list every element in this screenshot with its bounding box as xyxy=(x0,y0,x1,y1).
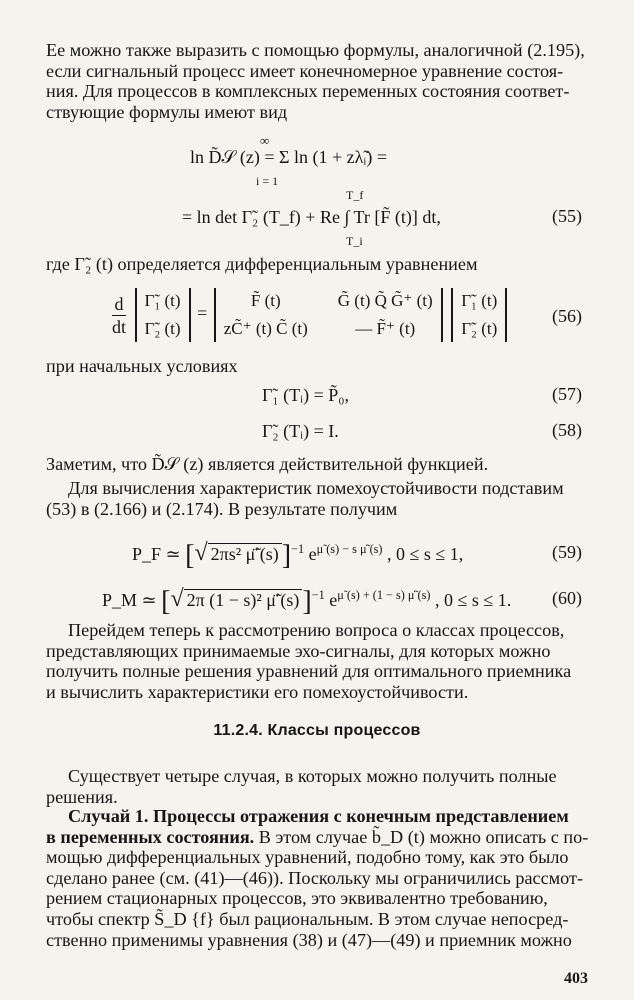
matrix-entry-11: F̃ (t) xyxy=(250,291,281,310)
equation-number-57: (57) xyxy=(552,384,582,404)
formula-59: P_F ≃ [√ 2πs² μ̈̃ (s) ]$^{-1}$ $e^{\mũ (s) - s \mu̇̃ (s)}$ , 0 ≤ s ≤ 1, xyxy=(132,539,464,571)
formula-56: $\frac{d}{dt}$ Γ̃₁ (t) Γ̃₂ (t) = F̃ (t) G̃ (t) Q̃ G̃⁺ (t) zC̃⁺ (t) C̃ (t) — F̃⁺ (t) Γ̃₁ (t) Γ̃₂ (t) xyxy=(112,288,507,342)
text-line: ствующие формулы имеют вид xyxy=(46,101,288,122)
sum-upper-limit: ∞ xyxy=(260,133,270,148)
equation-number-60: (60) xyxy=(552,588,582,608)
exponent: μ̃ (s) + (1 − s) μ̇̃ (s) xyxy=(337,588,431,602)
case-1-title-line xyxy=(46,806,594,827)
paragraph-gamma xyxy=(46,254,594,275)
text-line: ственно применимы уравнения (38) и (47)—(49) и приемник можно xyxy=(46,929,572,950)
vector-entry: Γ̃₁ (t) xyxy=(461,291,498,310)
paragraph-intro xyxy=(46,40,594,122)
paragraph-transition xyxy=(46,620,594,702)
text-line: получить полные решения уравнений для оптимального приемника xyxy=(46,661,572,682)
text-line: и вычислить характеристики его помехоустойчивости. xyxy=(46,681,469,702)
equation-number-59: (59) xyxy=(552,542,582,562)
power: −1 xyxy=(291,542,305,556)
derivative-denominator: dt xyxy=(112,316,127,337)
text-line: Для вычисления характеристик помехоустойчивости подставим xyxy=(68,478,564,498)
exp-base: e xyxy=(329,590,338,610)
text-line: при начальных условиях xyxy=(46,356,238,376)
exponent: μ̃ (s) − s μ̇̃ (s) xyxy=(316,542,383,556)
equation-number-55: (55) xyxy=(552,206,582,226)
text-fragment: В этом случае b̃_D (t) можно описать с по- xyxy=(258,826,589,847)
right-vector xyxy=(451,288,507,342)
lhs-pf: P_F ≃ xyxy=(132,544,181,564)
text-line: представляющих принимаемые эхо-сигналы, для которых можно xyxy=(46,640,551,661)
integral-lower-limit: T_i xyxy=(346,234,363,248)
paragraph-initial xyxy=(46,356,594,377)
case-1-title: Случай 1. Процессы отражения с конечным представлением xyxy=(68,806,569,826)
formula-55-line1: ln D̃𝒮 (z) = Σ ln (1 + zλ̃ᵢ) = xyxy=(190,147,387,167)
text-line: Перейдем теперь к рассмотрению вопроса о классах процессов, xyxy=(68,620,565,640)
text-line: если сигнальный процесс имеет конечномерное уравнение состоя- xyxy=(46,60,564,81)
left-vector xyxy=(135,288,191,342)
formula-57: Γ̃₁ (Tᵢ) = P̃₀, xyxy=(262,385,350,405)
text-line: где Γ̃₂ (t) определяется дифференциальным уравнением xyxy=(46,254,478,274)
text-line: Ее можно также выразить с помощью формулы, аналогичной (2.195), xyxy=(46,40,585,60)
equation-number-58: (58) xyxy=(552,420,582,440)
formula-55-line2: = ln det Γ̃₂ (T_f) + Re ∫ Tr [F̃ (t)] dt, xyxy=(182,207,441,227)
exp-base: e xyxy=(308,544,317,564)
derivative-numerator: d xyxy=(112,293,126,316)
section-heading: 11.2.4. Классы процессов xyxy=(213,722,421,739)
vector-entry: Γ̃₂ (t) xyxy=(461,319,498,338)
integral-upper-limit: T_f xyxy=(346,188,364,202)
text-line: мощью дифференциальных уравнений, подобно тому, как это было xyxy=(46,847,569,868)
paragraph-performance xyxy=(46,478,594,519)
text-line: Существует четыре случая, в которых можно получить полные xyxy=(68,766,557,786)
vector-entry: Γ̃₁ (t) xyxy=(144,291,181,310)
radicand: 2πs² μ̈̃ (s) xyxy=(208,543,282,564)
sum-lower-limit: i = 1 xyxy=(256,174,279,188)
matrix-entry-21: zC̃⁺ (t) C̃ (t) xyxy=(223,319,308,338)
paragraph-case-1 xyxy=(46,806,594,950)
matrix-entry-22: — F̃⁺ (t) xyxy=(355,319,416,338)
lhs-pm: P_M ≃ xyxy=(102,590,157,610)
radicand: 2π (1 − s)² μ̈̃ (s) xyxy=(184,589,303,610)
power: −1 xyxy=(311,588,325,602)
paragraph-cases xyxy=(46,766,594,807)
paragraph-remark xyxy=(46,454,594,475)
case-1-title-cont: в переменных состояния. xyxy=(46,826,255,847)
text-line: (53) в (2.166) и (2.174). В результате получим xyxy=(46,498,398,519)
matrix-entry-12: G̃ (t) Q̃ G̃⁺ (t) xyxy=(337,291,433,310)
condition: , 0 ≤ s ≤ 1. xyxy=(434,590,512,610)
derivative-operator xyxy=(112,293,126,338)
formula-58: Γ̃₂ (Tᵢ) = I. xyxy=(262,421,339,441)
formula-60: P_M ≃ [√ 2π (1 − s)² μ̈̃ (s) ]$^{-1}$ $e^{\mũ (s) + (1 - s) \mu̇̃ (s)}$ , 0 ≤ s ≤ 1. xyxy=(102,585,512,617)
text-line xyxy=(46,827,594,848)
coefficient-matrix xyxy=(214,288,443,342)
text-line: Заметим, что D̃𝒮 (z) является действительной функцией. xyxy=(46,454,489,474)
page-number: 403 xyxy=(564,970,588,987)
text-line: сделано ранее (см. (41)—(46)). Поскольку мы ограничились рассмот- xyxy=(46,867,584,888)
equation-number-56: (56) xyxy=(552,306,582,326)
condition: , 0 ≤ s ≤ 1, xyxy=(387,544,464,564)
vector-entry: Γ̃₂ (t) xyxy=(144,319,181,338)
text-line: чтобы спектр S̃_D {f} был рациональным. В этом случае непосред- xyxy=(46,908,569,929)
text-line: ния. Для процессов в комплексных переменных состояния соответ- xyxy=(46,81,570,102)
text-line: решения. xyxy=(46,786,118,807)
text-line: рением стационарных процессов, это эквивалентно требованию, xyxy=(46,888,548,909)
